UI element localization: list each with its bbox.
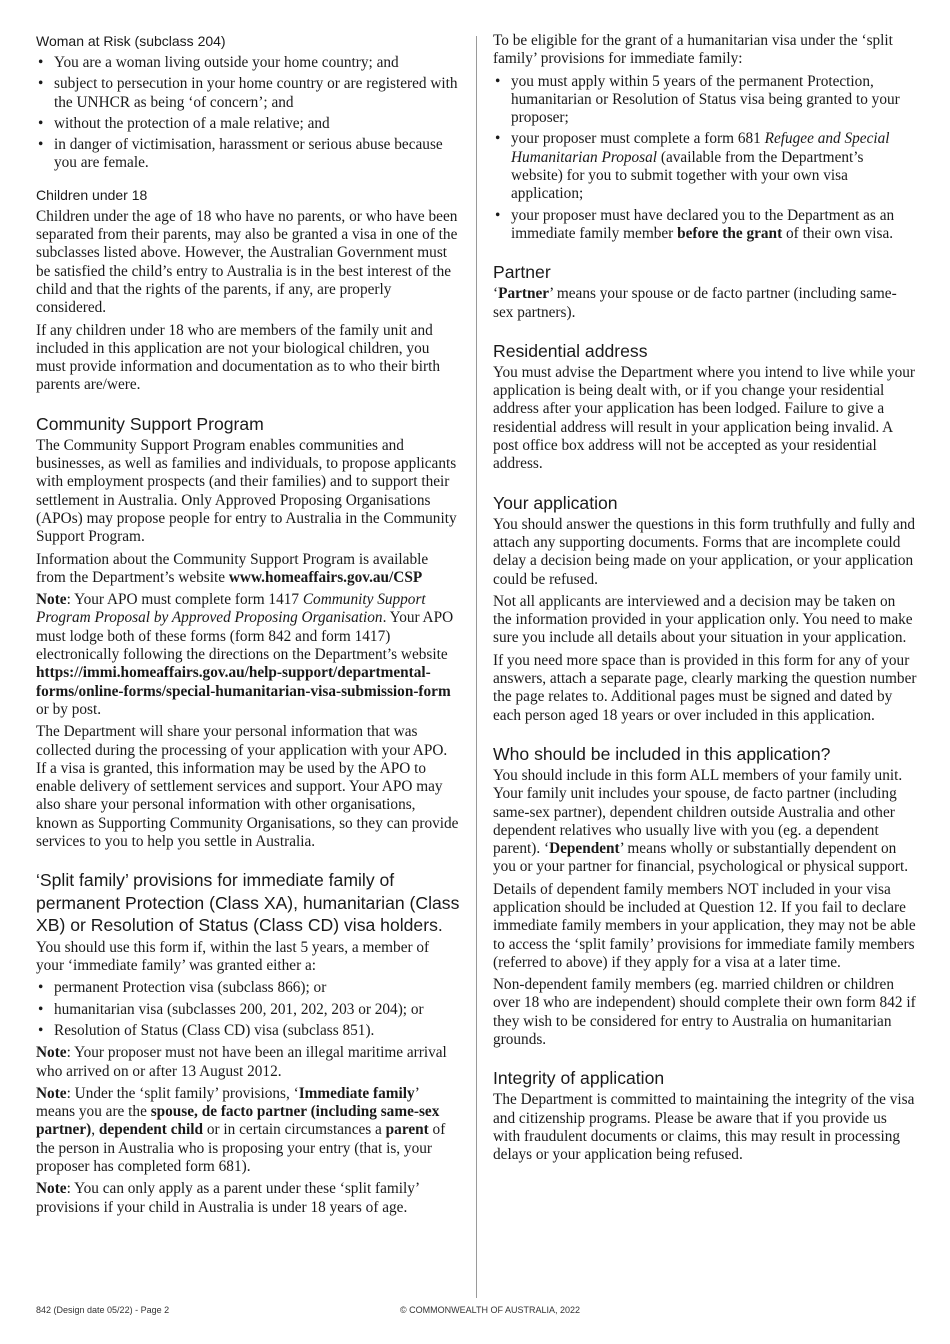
list-item: • your proposer must complete a form 681 Refugee and Special Humanitarian Proposal (available from the Department’s website) for you to submit together with your own visa application;: [493, 130, 917, 203]
list-item: • in danger of victimisation, harassment or serious abuse because you are female.: [36, 136, 460, 173]
children-heading: Children under 18: [36, 186, 148, 203]
split-family-list: [36, 979, 460, 1040]
eligibility-paragraph: To be eligible for the grant of a humanitarian visa under the ‘split family’ provisions for immediate family:: [493, 32, 893, 68]
csp-privacy-paragraph: The Department will share your personal information that was collected during the processing of your application with your APO. If a visa is granted, this information may be used by the APO to enable delivery of settlement services and support. Your APO may also share your personal information with other organisations, known as Supporting Community Organisations, so they can provide services to you to help you settle in Australia.: [36, 723, 459, 850]
woman-at-risk-list: [36, 54, 460, 173]
list-item: • without the protection of a male relative; and: [36, 115, 460, 133]
footer-copyright: © COMMONWEALTH OF AUSTRALIA, 2022: [400, 1305, 580, 1315]
split-family-paragraph: You should use this form if, within the last 5 years, a member of your ‘immediate family’ was granted either a:: [36, 938, 430, 975]
children-paragraph: Children under the age of 18 who have no parents, or who have been separated from their parents, may also be granted a visa in one of the subclasses listed above. However, the Australian Government must be satisfied the child’s entry to Australia is in the best interest of the child and that the rights of the parents, if any, are properly considered.: [36, 207, 458, 317]
column-divider: [476, 36, 477, 1298]
who-included-heading: Who should be included in this application?: [493, 743, 831, 764]
integrity-heading: Integrity of application: [493, 1068, 665, 1089]
submission-form-link[interactable]: https://immi.homeaffairs.gov.au/help-support/departmental-forms/online-forms/special-humanitarian-visa-submission-form: [36, 664, 451, 700]
integrity-paragraph: The Department is committed to maintaining the integrity of the visa and citizenship programs. Please be aware that if you provide us with fraudulent documents or claims, this may result in processing delays or your application being refused.: [493, 1091, 915, 1164]
woman-at-risk-heading: Woman at Risk (subclass 204): [36, 33, 226, 49]
partner-paragraph: ‘Partner’ means your spouse or de facto partner (including same-sex partners).: [493, 285, 897, 321]
list-item: • You are a woman living outside your home country; and: [36, 54, 460, 72]
csp-heading: Community Support Program: [36, 413, 264, 434]
csp-link[interactable]: www.homeaffairs.gov.au/CSP: [228, 568, 423, 586]
note-paragraph: Note: You can only apply as a parent under these ‘split family’ provisions if your child in Australia is under 18 years of age.: [36, 1180, 419, 1216]
residential-address-paragraph: You must advise the Department where you intend to live while your application is being dealt with, or if you change your residential address after your application has been lodged. Failure to give a residential address will result in your application being invalid. A post office box address will not be accepted as your residential address.: [493, 363, 916, 473]
application-paragraph: You should answer the questions in this form truthfully and fully and attach any supporting documents. Forms that are incomplete could delay a decision being made on your application, or your application could be refused.: [493, 515, 916, 588]
application-paragraph: Not all applicants are interviewed and a decision may be taken on the information provided in your application only. You need to make sure you include all details about your situation in your application.: [493, 592, 913, 647]
list-item: • humanitarian visa (subclasses 200, 201, 202, 203 or 204); or: [36, 1001, 460, 1019]
csp-paragraph: The Community Support Program enables communities and businesses, as well as families and individuals, to propose applicants with employment prospects (and their families) and to support their settlement in Australia. Only Approved Proposing Organisations (APOs) may propose people for entry to Australia in the Community Support Program.: [36, 436, 457, 546]
list-item: • you must apply within 5 years of the permanent Protection, humanitarian or Resolution of Status visa being granted to your proposer;: [493, 73, 917, 128]
partner-heading: Partner: [493, 262, 551, 283]
list-item: • your proposer must have declared you to the Department as an immediate family member before the grant of their own visa.: [493, 207, 917, 244]
application-paragraph: If you need more space than is provided in this form for any of your answers, attach a separate page, clearly marking the question number the page relates to. Additional pages must be signed and dated by each person aged 18 years or over included in this application.: [493, 651, 917, 724]
who-included-paragraph: Details of dependent family members NOT included in your visa application should be included at Question 12. If you fail to declare immediate family members in your application, they may not be able to access the ‘split family’ provisions for immediate family members (referred to above) if they apply for a visa at a later time.: [493, 880, 916, 971]
right-column: [493, 32, 917, 1169]
footer-page-info: 842 (Design date 05/22) - Page 2: [36, 1305, 170, 1315]
note-paragraph: Note: Your proposer must not have been an illegal maritime arrival who arrived on or after 13 August 2012.: [36, 1044, 447, 1080]
left-column: [36, 32, 460, 1221]
list-item: • permanent Protection visa (subclass 866); or: [36, 979, 460, 997]
children-paragraph: If any children under 18 who are members of the family unit and included in this application are not your biological children, you must provide information and documentation as to who their birth parents are/were.: [36, 321, 441, 394]
your-application-heading: Your application: [493, 492, 618, 513]
note-paragraph: Note: Under the ‘split family’ provisions, ‘Immediate family’ means you are the spouse, de facto partner (including same-sex partner), dependent child or in certain circumstances a parent of the person in Australia who is proposing your entry (that is, your proposer has completed form 681).: [36, 1084, 446, 1176]
who-included-paragraph: Non-dependent family members (eg. married children or children over 18 who are independent) should complete their own form 842 if they wish to be considered for entry to Australia on humanitarian grounds.: [493, 976, 916, 1049]
who-included-paragraph: You should include in this form ALL members of your family unit. Your family unit includes your spouse, de facto partner (including same-sex partner), dependent children outside Australia and other dependent relatives who usually live with you (eg. a dependent parent). ‘Dependent’ means wholly or substantially dependent on you or your partner for financial, psychological or physical support.: [493, 766, 909, 876]
csp-info-paragraph: Information about the Community Support Program is available from the Department’s website www.homeaffairs.gov.au/CSP: [36, 550, 429, 586]
residential-address-heading: Residential address: [493, 340, 648, 361]
csp-note-paragraph: Note: Your APO must complete form 1417 Community Support Program Proposal by Approved Proposing Organisation. Your APO must lodge both of these forms (form 842 and form 1417) electronically following the directions on the Department’s website https://immi.homeaffairs.gov.au/help-support/departmental-forms/online-forms/special-humanitarian-visa-submission-form or by post.: [36, 591, 454, 718]
split-family-heading: ‘Split family’ provisions for immediate family of permanent Protection (Class XA), humanitarian (Class XB) or Resolution of Status (Class CD) visa holders.: [36, 870, 460, 936]
list-item: • subject to persecution in your home country or are registered with the UNHCR as being ‘of concern’; and: [36, 75, 460, 112]
list-item: • Resolution of Status (Class CD) visa (subclass 851).: [36, 1022, 460, 1040]
eligibility-list: [493, 73, 917, 244]
